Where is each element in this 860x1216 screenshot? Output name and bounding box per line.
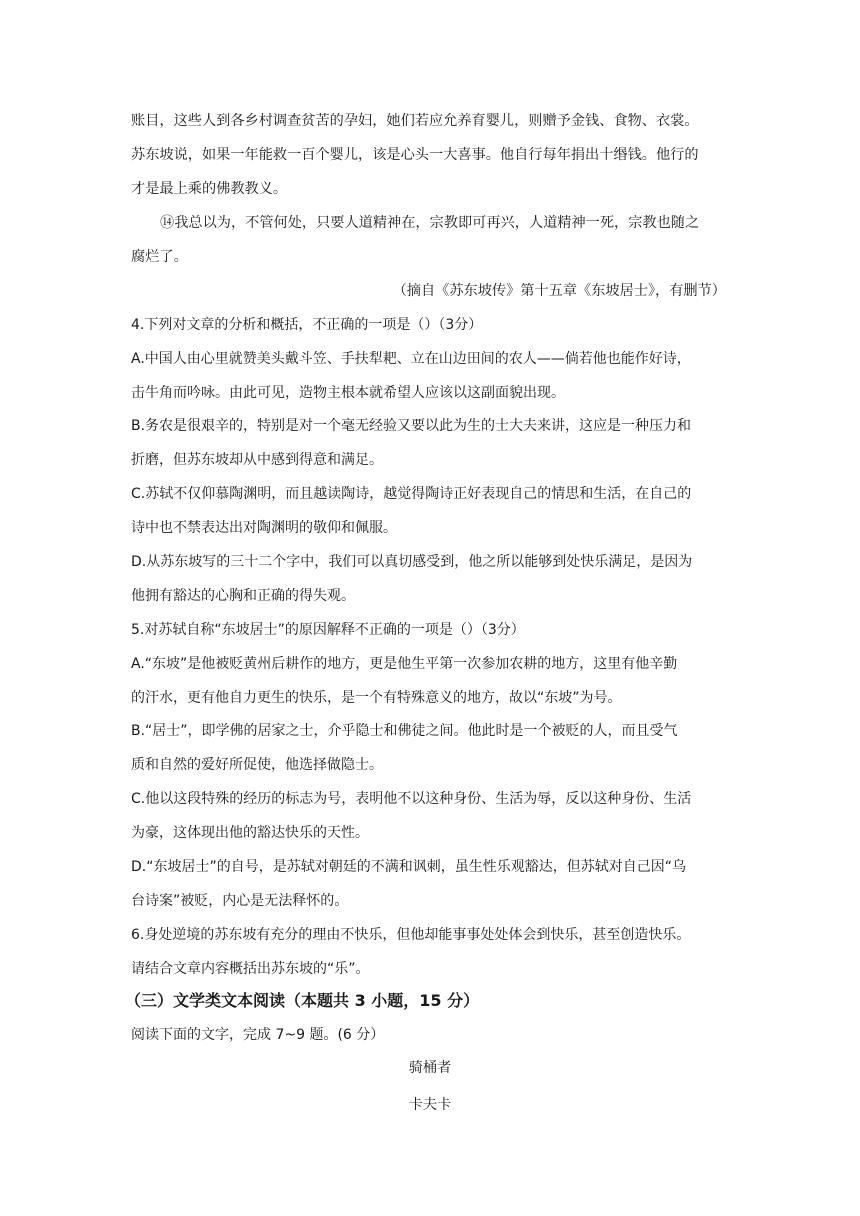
passage-line: 才是最上乘的佛教教义。	[131, 181, 288, 197]
question-6-stem: 请结合文章内容概括出苏东坡的“乐”。	[131, 961, 370, 977]
passage-line: 账目，这些人到各乡村调查贫苦的孕妇，她们若应允养育婴儿，则赠予金钱、食物、衣裳。	[131, 113, 699, 129]
story-title: 骑桶者	[408, 1060, 452, 1076]
q5-option-c: C.他以这段特殊的经历的标志为号，表明他不以这种身份、生活为辱，反以这种身份、生活	[131, 791, 692, 807]
section-instruction: 阅读下面的文字，完成 7~9 题。(6 分）	[131, 1027, 385, 1043]
q4-option-a: 击牛角而吟咏。由此可见，造物主根本就希望人应该以这副面貌出现。	[131, 385, 565, 401]
q4-option-c: C.苏轼不仅仰慕陶渊明，而且越读陶诗，越觉得陶诗正好表现自己的情思和生活，在自己的	[131, 486, 692, 502]
q5-option-a: A.“东坡”是他被贬黄州后耕作的地方，更是他生平第一次参加农耕的地方，这里有他辛勤	[131, 656, 678, 672]
question-6-stem: 6.身处逆境的苏东坡有充分的理由不快乐，但他却能事事处处体会到快乐，甚至创造快乐。	[131, 927, 691, 943]
q5-option-a: 的汗水，更有他自力更生的快乐，是一个有特殊意义的地方，故以“东坡”为号。	[131, 690, 622, 706]
story-author: 卡夫卡	[408, 1097, 452, 1113]
q5-option-d: 台诗案”被贬，内心是无法释怀的。	[131, 893, 349, 909]
passage-source: （摘自《苏东坡传》第十五章《东坡居士》，有删节）	[392, 283, 726, 299]
q4-option-b: 折磨，但苏东坡却从中感到得意和满足。	[131, 452, 383, 468]
paragraph-14-line: ⑭我总以为，不管何处，只要人道精神在，宗教即可再兴，人道精神一死，宗教也随之	[160, 215, 700, 231]
section-heading: （三）文学类文本阅读（本题共 3 小题，15 分）	[125, 991, 480, 1010]
paragraph-14-line: 腐烂了。	[131, 249, 188, 265]
passage-line: 苏东坡说，如果一年能救一百个婴儿，该是心头一大喜事。他自行每年捐出十缗钱。他行的	[131, 147, 699, 163]
q5-option-b: B.“居士”，即学佛的居家之士，介乎隐士和佛徒之间。他此时是一个被贬的人，而且受气	[131, 723, 678, 739]
q4-option-b: B.务农是很艰辛的，特别是对一个毫无经验又要以此为生的士大夫来讲，这应是一种压力和	[131, 418, 692, 434]
q5-option-d: D.“东坡居士”的自号，是苏轼对朝廷的不满和讽刺，虽生性乐观豁达，但苏轼对自己因“乌	[131, 859, 686, 875]
question-4-stem: 4.下列对文章的分析和概括，不正确的一项是（）（3分）	[131, 317, 483, 333]
q5-option-c: 为豪，这体现出他的豁达快乐的天性。	[131, 825, 369, 841]
q4-option-a: A.中国人由心里就赞美头戴斗笠、手扶犁耙、立在山边田间的农人——倘若他也能作好诗，	[131, 351, 691, 367]
q5-option-b: 质和自然的爱好所促使，他选择做隐士。	[131, 757, 383, 773]
q4-option-d: 他拥有豁达的心胸和正确的得失观。	[131, 588, 355, 604]
q4-option-d: D.从苏东坡写的三十二个字中，我们可以真切感受到，他之所以能够到处快乐满足，是因为	[131, 554, 693, 570]
question-5-stem: 5.对苏轼自称“东坡居士”的原因解释不正确的一项是（）（3分）	[131, 622, 525, 638]
q4-option-c: 诗中也不禁表达出对陶渊明的敬仰和佩服。	[131, 520, 397, 536]
